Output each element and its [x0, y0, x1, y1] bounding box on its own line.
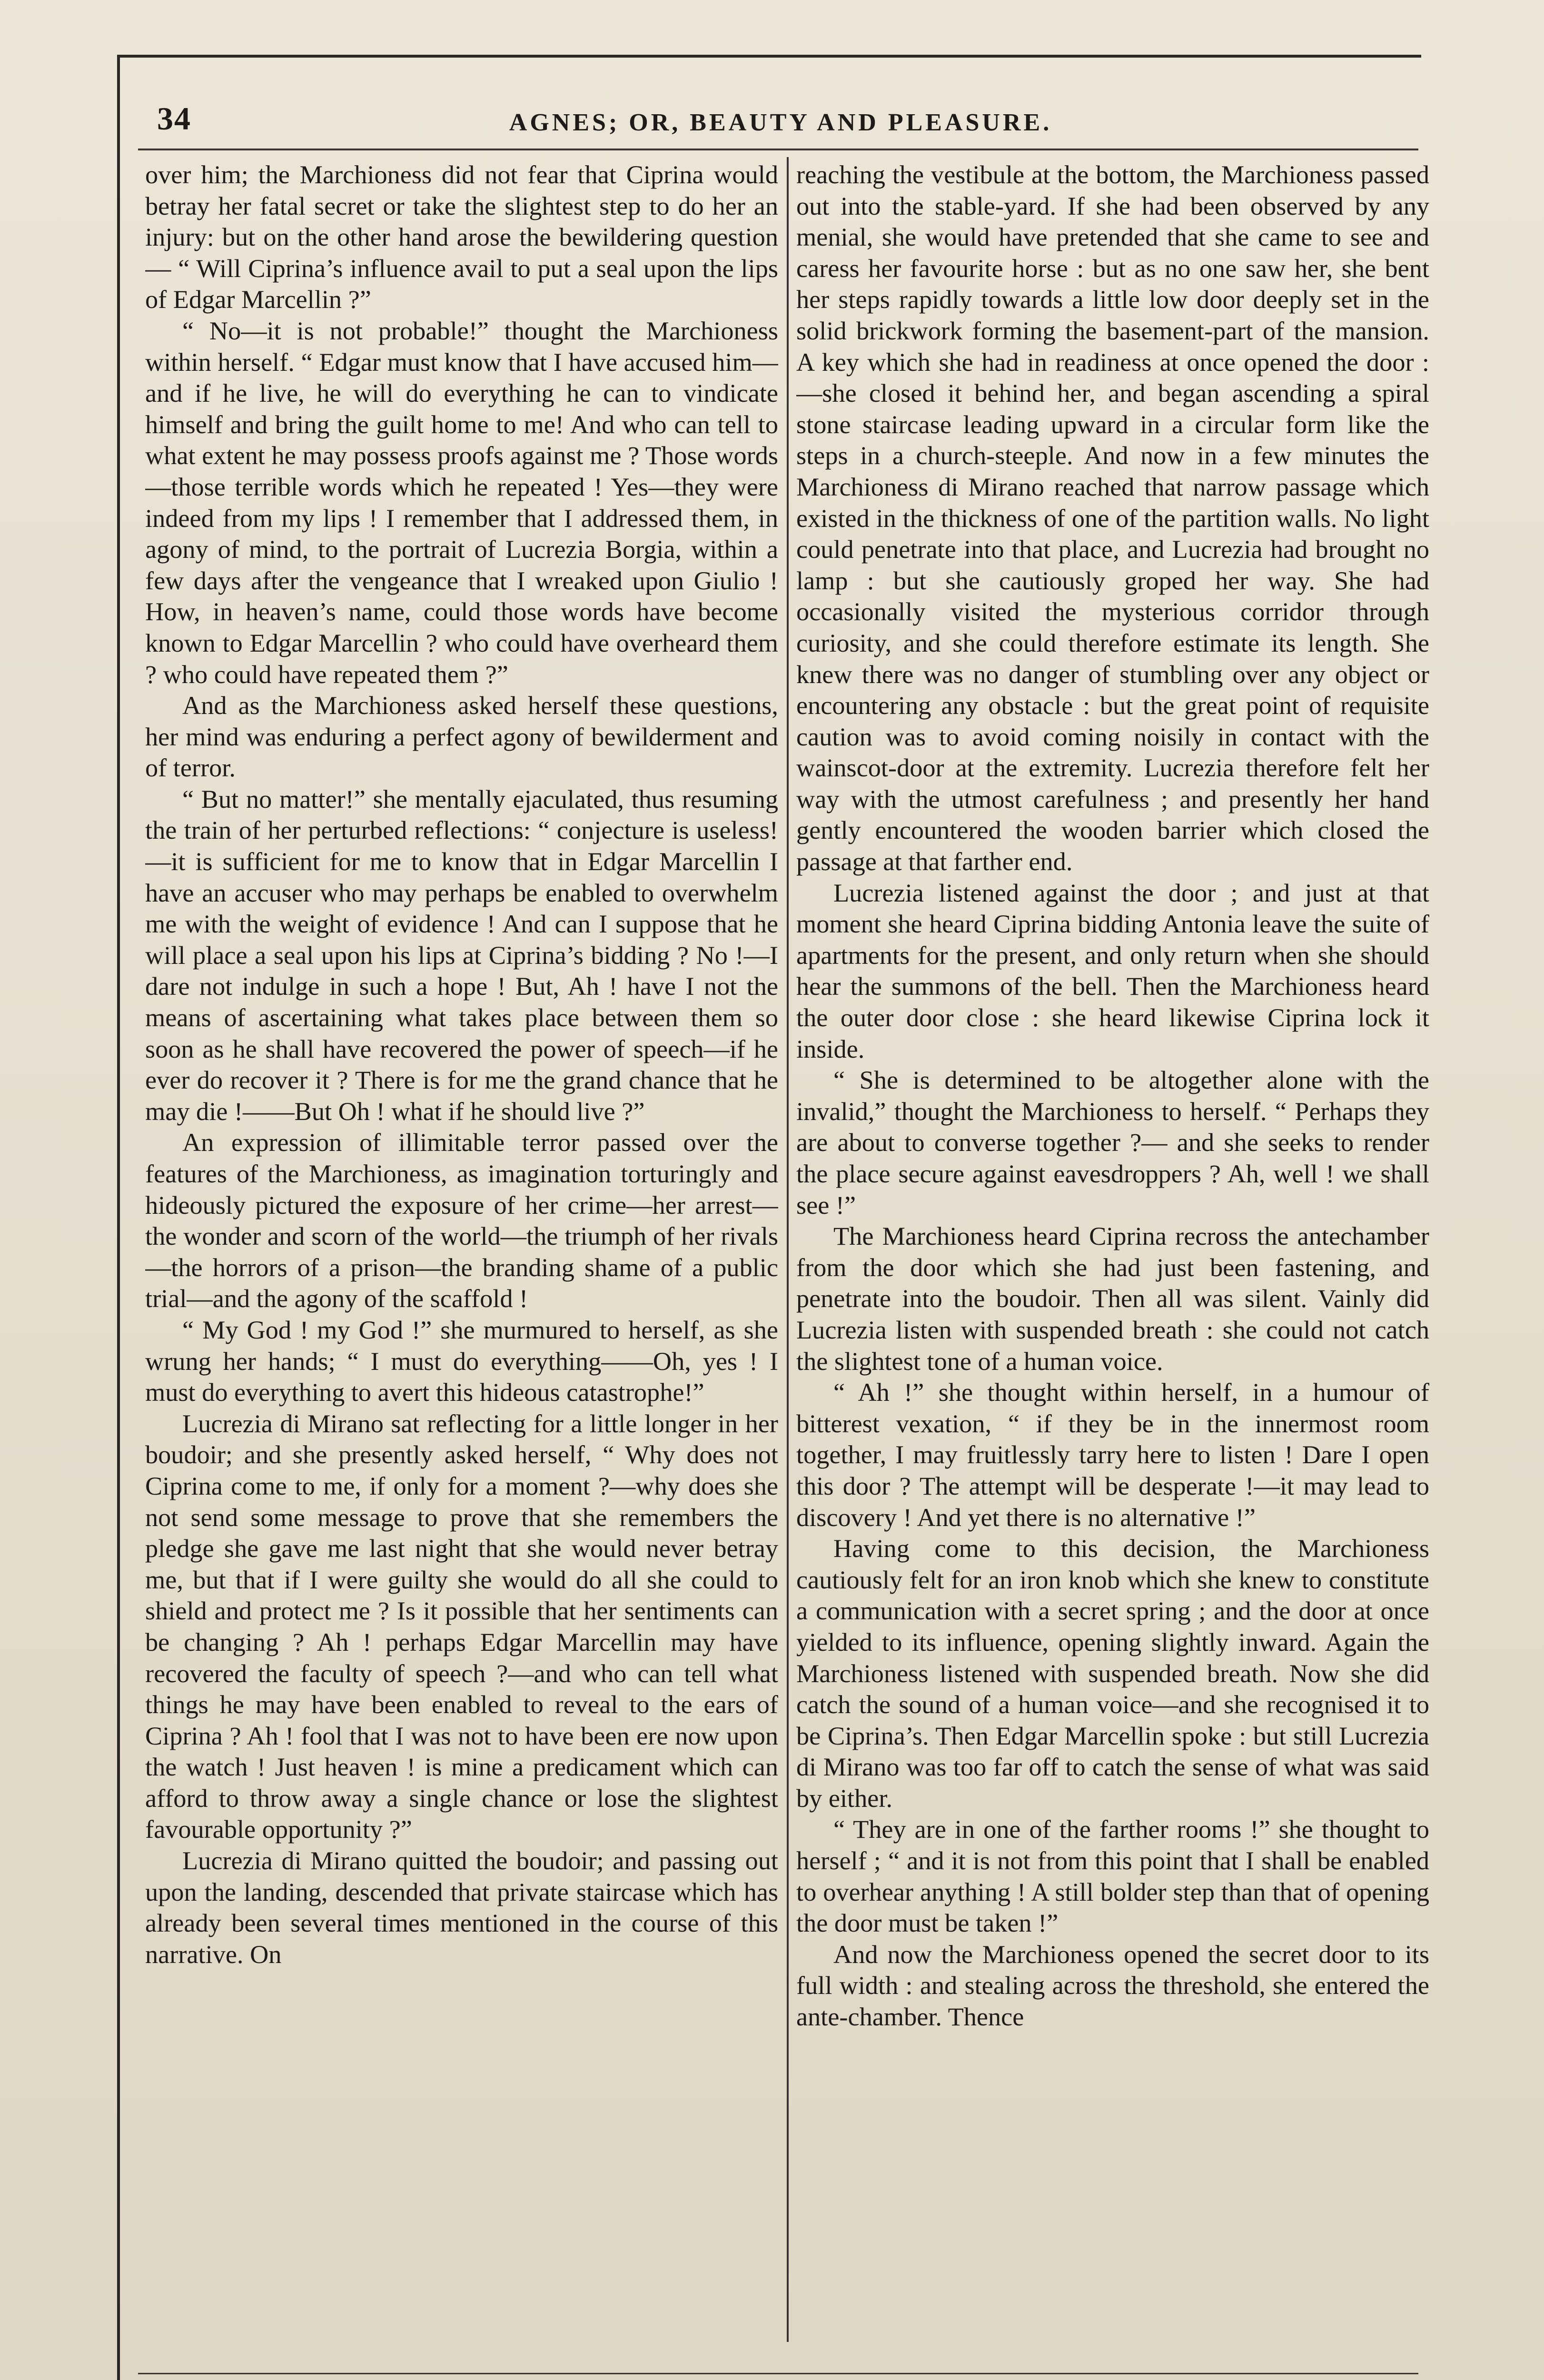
left-border-rule [117, 55, 120, 2380]
page-number: 34 [157, 100, 191, 137]
page-header [138, 95, 1423, 148]
continued-paragraph: reaching the vestibule at the bottom, the Marchioness passed out into the stable-yard. If she had been observed by any menial, she would have pretended that she came to see and caress her favourite horse : but as no one saw her, she bent her steps rapidly towards a little low door deeply set in the solid brickwork forming the basement-part of the mansion. A key which she had in readiness at once opened the door :—she closed it behind her, and began ascending a spiral stone staircase leading upward in a circular form like the steps in a church-steeple. And now in a few minutes the Marchioness di Mirano reached that narrow passage which existed in the thickness of one of the partition walls. No light could penetrate into that place, and Lucrezia had brought no lamp : but she cautiously groped her way. She had occasionally visited the mysterious corridor through curiosity, and she could therefore estimate its length. She knew there was no danger of stumbling over any object or encountering any obstacle : but the great point of requisite caution was to avoid coming noisily in contact with the wainscot-door at the extremity. Lucrezia therefore felt her way with the utmost carefulness ; and presently her hand gently encountered the wooden barrier which closed the passage at that farther end. [796, 160, 1429, 876]
paragraph: Lucrezia listened against the door ; and just at that moment she heard Ciprina bidding Antonia leave the suite of apartments for the present, and only return when she should hear the summons of the bell. Then the Marchioness heard the outer door close : she heard likewise Ciprina lock it inside. [796, 878, 1429, 1063]
paragraph: Having come to this decision, the Marchioness cautiously felt for an iron knob which she knew to constitute a communication with a secret spring ; and the door at once yielded to its influence, opening slightly inward. Again the Marchioness listened with suspended breath. Now she did catch the sound of a human voice—and she recognised it to be Ciprina’s. Then Edgar Marcellin spoke : but still Lucrezia di Mirano was too far off to catch the sense of what was said by either. [796, 1534, 1429, 1813]
paragraph: “ But no matter!” she mentally ejaculated, thus resuming the train of her perturbed reflections: “ conjecture is useless!—it is sufficient for me to know that in Edgar Marcellin I have an accuser who may perhaps be enabled to overwhelm me with the weight of evidence ! And can I suppose that he will place a seal upon his lips at Ciprina’s bidding ? No !—I dare not indulge in such a hope ! But, Ah ! have I not the means of ascertaining what takes place between them so soon as he shall have recovered the power of speech—if he ever do recover it ? There is for me the grand chance that he may die !——But Oh ! what if he should live ?” [145, 784, 778, 1126]
running-title: AGNES; OR, BEAUTY AND PLEASURE. [509, 109, 1052, 136]
header-rule [138, 149, 1418, 150]
paragraph: “ She is determined to be altogether alone with the invalid,” thought the Marchioness to herself. “ Perhaps they are about to converse together ?— and she seeks to render the place secure against eavesdroppers ? Ah, well ! we shall see !” [796, 1066, 1429, 1220]
paragraph: An expression of illimitable terror passed over the features of the Marchioness, as imagination torturingly and hideously pictured the exposure of her crime—her arrest—the wonder and scorn of the world—the triumph of her rivals—the horrors of a prison—the branding shame of a public trial—and the agony of the scaffold ! [145, 1128, 778, 1313]
paragraph: Lucrezia di Mirano sat reflecting for a little longer in her boudoir; and she presently asked herself, “ Why does not Ciprina come to me, if only for a moment ?—why does she not send some message to prove that she remembers the pledge she gave me last night that she would never betray me, but that if I were guilty she would do all she could to shield and protect me ? Is it possible that her sentiments can be changing ? Ah ! perhaps Edgar Marcellin may have recovered the faculty of speech ?—and who can tell what things he may have been enabled to reveal to the ears of Ciprina ? Ah ! fool that I was not to have been ere now upon the watch ! Just heaven ! is mine a predicament which can afford to throw away a single chance or lose the slightest favourable opportunity ?” [145, 1409, 778, 1844]
paragraph: “ My God ! my God !” she murmured to herself, as she wrung her hands; “ I must do everything——Oh, yes ! I must do everything to avert this hideous catastrophe!” [145, 1315, 778, 1407]
paragraph: “ No—it is not probable!” thought the Marchioness within herself. “ Edgar must know that I have accused him—and if he live, he will do everything he can to vindicate himself and bring the guilt home to me! And who can tell to what extent he may possess proofs against me ? Those words—those terrible words which he repeated ! Yes—they were indeed from my lips ! I remember that I addressed them, in agony of mind, to the portrait of Lucrezia Borgia, within a few days after the vengeance that I wreaked upon Giulio ! How, in heaven’s name, could those words have become known to Edgar Marcellin ? who could have overheard them ? who could have repeated them ?” [145, 316, 778, 689]
footer-rule [138, 2373, 1418, 2380]
paragraph: “ Ah !” she thought within herself, in a humour of bitterest vexation, “ if they be in the innermost room together, I may fruitlessly tarry here to listen ! Dare I open this door ? The attempt will be desperate !—it may lead to discovery ! And yet there is no alternative !” [796, 1378, 1429, 1532]
left-text-column [145, 159, 778, 2344]
paragraph: “ They are in one of the farther rooms !” she thought to herself ; “ and it is not from this point that I shall be enabled to overhear anything ! A still bolder step than that of opening the door must be taken !” [796, 1815, 1429, 1938]
column-divider [787, 157, 789, 2342]
continued-paragraph: over him; the Marchioness did not fear that Ciprina would betray her fatal secret or take the slightest step to do her an injury: but on the other hand arose the bewildering question — “ Will Ciprina’s influence avail to put a seal upon the lips of Edgar Marcellin ?” [145, 160, 778, 314]
right-text-column [796, 159, 1429, 2344]
paragraph: And as the Marchioness asked herself these questions, her mind was enduring a perfect agony of bewilderment and of terror. [145, 691, 778, 783]
paragraph: The Marchioness heard Ciprina recross the antechamber from the door which she had just been fastening, and penetrate into the boudoir. Then all was silent. Vainly did Lucrezia listen with suspended breath : she could not catch the slightest tone of a human voice. [796, 1222, 1429, 1376]
paragraph: And now the Marchioness opened the secret door to its full width : and stealing across the threshold, she entered the ante-chamber. Thence [796, 1940, 1429, 2032]
top-border-rule [117, 55, 1421, 58]
paragraph: Lucrezia di Mirano quitted the boudoir; and passing out upon the landing, descended that private staircase which has already been several times mentioned in the course of this narrative. On [145, 1846, 778, 1969]
